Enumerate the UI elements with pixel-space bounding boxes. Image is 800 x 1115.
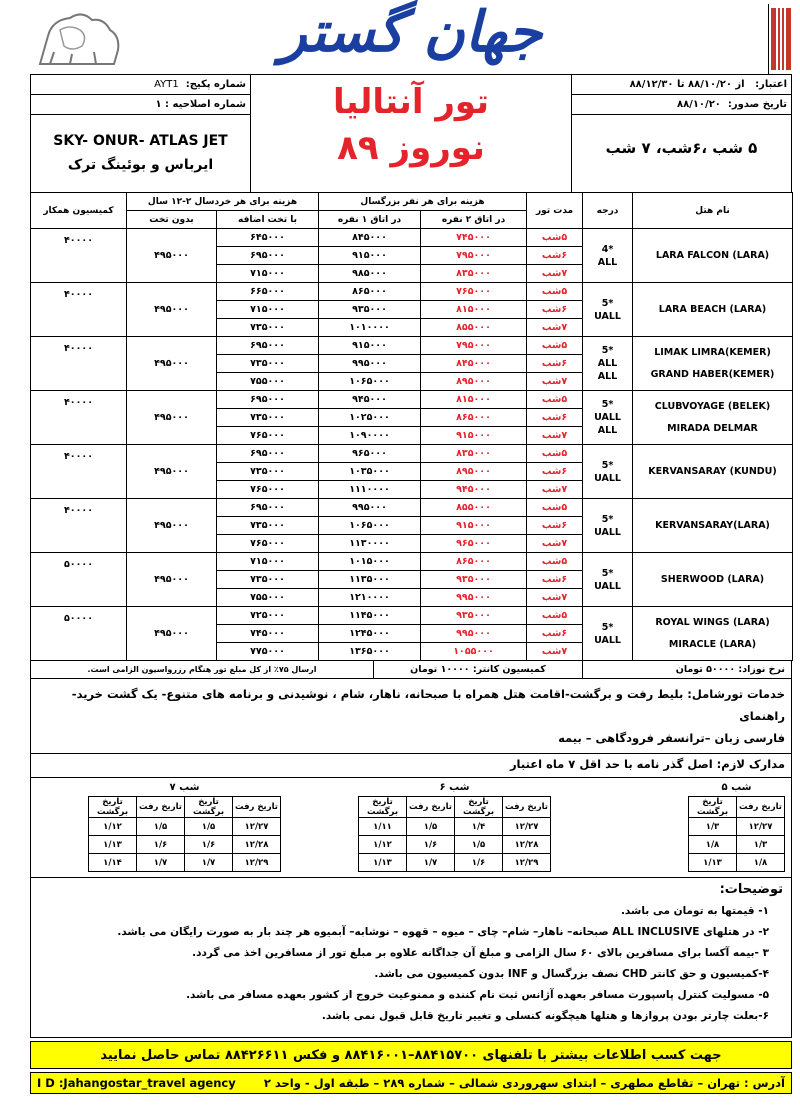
date-group-title: ۶ شب [439,782,470,793]
price-child-extra: ۷۳۵۰۰۰ [217,463,319,481]
price-double: ۹۱۵۰۰۰ [421,517,527,535]
price-child-extra: ۷۳۵۰۰۰ [217,571,319,589]
note-item: ۲- در هتلهای ALL INCLUSIVE صبحانه– ناهار– شام– چای – میوه – قهوه – نوشابه– آبمیوه هر چند بار به صورت رایگان می باشد. [117,926,769,938]
price-double: ۹۹۵۰۰۰ [421,625,527,643]
date-group-title: ۷ شب [169,782,200,793]
date-cell: ۱/۳ [689,818,737,836]
price-single: ۹۹۵۰۰۰ [319,355,421,373]
tour-nights-cell: ۷شب [527,589,583,607]
price-double: ۹۳۵۰۰۰ [421,607,527,625]
tour-nights-cell: ۵شب [527,391,583,409]
table-row [359,854,551,872]
info-section [30,74,792,192]
notes-title: توضیحات: [719,882,783,897]
table-row [89,836,281,854]
date-cell: ۱/۸ [737,854,785,872]
tour-nights-cell: ۷شب [527,373,583,391]
col-child-extra: با تخت اضافه [217,211,319,229]
price-double: ۹۹۵۰۰۰ [421,589,527,607]
docs-text: اصل گذر نامه با حد اقل ۷ ماه اعتبار [509,757,717,771]
price-double: ۸۳۵۰۰۰ [421,445,527,463]
date-cell: ۱/۱۳ [359,854,407,872]
price-child-extra: ۶۹۵۰۰۰ [217,391,319,409]
price-child-extra: ۷۴۵۰۰۰ [217,625,319,643]
price-double: ۸۳۵۰۰۰ [421,265,527,283]
table-row [89,854,281,872]
package-number: شماره پکیج: AYT1 [31,75,250,95]
price-single: ۱۰۲۵۰۰۰ [319,409,421,427]
table-row [359,818,551,836]
tour-nights-cell: ۶شب [527,517,583,535]
price-single: ۱۰۶۵۰۰۰ [319,517,421,535]
table-row [89,818,281,836]
col-adult-group: هزینه برای هر نفر بزرگسال [319,193,527,211]
price-table [30,192,793,661]
hotel-name: SHERWOOD (LARA) [633,553,793,607]
price-double: ۸۱۵۰۰۰ [421,391,527,409]
date-cell: ۱۲/۲۷ [737,818,785,836]
col-grade: درجه [583,193,633,229]
price-single: ۱۰۶۵۰۰۰ [319,373,421,391]
date-cell: ۱/۱۱ [359,818,407,836]
flag-stripes-icon [769,4,793,74]
col-commission: کمیسیون همکار [31,193,127,229]
price-child-extra: ۷۶۵۰۰۰ [217,481,319,499]
date-cell: ۱/۱۳ [689,854,737,872]
tour-nights-cell: ۷شب [527,535,583,553]
services-line1: بلیط رفت و برگشت-اقامت هتل همراه با صبحانه، ناهار، شام ، نوشیدنی و برنامه های متنوع- یک گشت خرید- راهنمای [71,687,785,723]
tour-nights-cell: ۶شب [527,409,583,427]
note-item: ۵- مسولیت کنترل پاسپورت مسافر بعهده آژانس ثبت نام کننده و ممنوعیت خروج از کشور بعهده مسافر می باشد. [186,989,769,1001]
price-child-extra: ۶۴۵۰۰۰ [217,229,319,247]
tour-nights-cell: ۵شب [527,283,583,301]
price-child-extra: ۶۹۵۰۰۰ [217,247,319,265]
price-double: ۹۶۵۰۰۰ [421,535,527,553]
date-cell: ۱۲/۲۹ [503,854,551,872]
date-col-header: تاریخ رفت [737,797,785,818]
price-single: ۹۶۵۰۰۰ [319,445,421,463]
price-double: ۱۰۵۵۰۰۰ [421,643,527,661]
date-col-header: تاریخ برگشت [185,797,233,818]
price-child-extra: ۶۹۵۰۰۰ [217,337,319,355]
date-cell: ۱/۵ [407,818,455,836]
price-double: ۷۶۵۰۰۰ [421,283,527,301]
price-child-extra: ۶۶۵۰۰۰ [217,283,319,301]
price-double: ۷۹۵۰۰۰ [421,247,527,265]
infant-rate: نرخ نوزاد: ۵۰۰۰۰ تومان [675,664,785,675]
price-single: ۱۱۳۰۰۰۰ [319,535,421,553]
revision-number: شماره اصلاحیه : ۱ [31,95,250,115]
date-cell: ۱/۶ [185,836,233,854]
price-double: ۸۹۵۰۰۰ [421,373,527,391]
price-single: ۱۲۴۵۰۰۰ [319,625,421,643]
date-col-header: تاریخ برگشت [89,797,137,818]
tour-nights-cell: ۶شب [527,625,583,643]
notes-list [39,901,783,1027]
note-item: ۱- قیمتها به تومان می باشد. [620,905,769,917]
date-cell: ۱/۱۲ [359,836,407,854]
price-child-extra: ۷۲۵۰۰۰ [217,607,319,625]
price-single: ۸۴۵۰۰۰ [319,229,421,247]
price-double: ۸۴۵۰۰۰ [421,355,527,373]
price-double: ۸۱۵۰۰۰ [421,301,527,319]
price-child-nobed: ۴۹۵۰۰۰ [127,283,217,337]
commission: ۴۰۰۰۰ [31,229,127,283]
tour-nights-cell: ۷شب [527,643,583,661]
price-child-nobed: ۴۹۵۰۰۰ [127,499,217,553]
date-col-header: تاریخ رفت [137,797,185,818]
col-adult-double: در اتاق ۲ نفره [421,211,527,229]
price-child-nobed: ۴۹۵۰۰۰ [127,229,217,283]
price-child-nobed: ۴۹۵۰۰۰ [127,445,217,499]
date-cell: ۱/۶ [137,836,185,854]
price-single: ۱۰۳۵۰۰۰ [319,463,421,481]
price-child-extra: ۷۳۵۰۰۰ [217,355,319,373]
tour-heading [251,75,571,192]
tour-nights: ۵ شب ،۶شب، ۷ شب [605,139,758,157]
date-cell: ۱/۸ [689,836,737,854]
hotel-name: KERVANSARAY (KUNDU) [633,445,793,499]
price-single: ۹۹۵۰۰۰ [319,499,421,517]
price-double: ۸۵۵۰۰۰ [421,319,527,337]
tour-nights-cell: ۵شب [527,607,583,625]
price-table-body [31,229,793,661]
date-cell: ۱/۱۲ [89,818,137,836]
price-child-extra: ۷۱۵۰۰۰ [217,301,319,319]
date-cell: ۱۲/۲۸ [233,836,281,854]
price-double: ۸۶۵۰۰۰ [421,553,527,571]
contact-bar: جهت کسب اطلاعات بیشتر با تلفنهای ۸۸۴۱۵۷۰۰–۸۸۴۱۶۰۰۱ و فکس ۸۸۴۲۶۶۱۱ تماس حاصل نمایید [30,1041,792,1069]
tour-nights-cell: ۵شب [527,337,583,355]
price-double: ۷۴۵۰۰۰ [421,229,527,247]
hotel-grade: 5* ALL ALL [583,337,633,391]
table-row [31,229,793,247]
address: آدرس : تهران – تقاطع مطهری – ابتدای سهروردی شمالی – شماره ۲۸۹ – طبقه اول - واحد ۲ [263,1076,785,1090]
date-cell: ۱/۳ [737,836,785,854]
date-col-header: تاریخ رفت [407,797,455,818]
tour-subtitle: نوروز ۸۹ [337,128,485,168]
date-cell: ۱/۱۴ [89,854,137,872]
price-single: ۹۱۵۰۰۰ [319,247,421,265]
tour-nights-cell: ۵شب [527,229,583,247]
price-child-extra: ۷۵۵۰۰۰ [217,373,319,391]
notes [30,878,792,1038]
hotel-name: LARA BEACH (LARA) [633,283,793,337]
date-cell: ۱/۶ [407,836,455,854]
date-group [688,782,785,872]
date-col-header: تاریخ برگشت [689,797,737,818]
hotel-name: CLUBVOYAGE (BELEK) MIRADA DELMAR [633,391,793,445]
issue-date: تاریخ صدور: ۸۸/۱۰/۲۰ [572,95,791,115]
table-row [31,337,793,355]
price-double: ۹۱۵۰۰۰ [421,427,527,445]
price-child-extra: ۷۷۵۰۰۰ [217,643,319,661]
table-row [689,854,785,872]
price-double: ۸۹۵۰۰۰ [421,463,527,481]
table-row [31,607,793,625]
table-row [359,836,551,854]
hotel-grade: 5* UALL [583,283,633,337]
date-table [88,796,281,872]
price-child-nobed: ۴۹۵۰۰۰ [127,391,217,445]
table-row [31,391,793,409]
hotel-grade: 5* UALL [583,445,633,499]
agency-id: I D :Jahangostar_travel agency [37,1076,236,1090]
table-row [31,445,793,463]
table-row [31,283,793,301]
services-line2: فارسی زبان –ترانسفر فرودگاهی – بیمه [558,731,785,745]
price-child-nobed: ۴۹۵۰۰۰ [127,607,217,661]
tour-nights-cell: ۷شب [527,319,583,337]
date-group [358,782,551,872]
price-child-extra: ۶۹۵۰۰۰ [217,499,319,517]
tour-nights-cell: ۶شب [527,301,583,319]
date-cell: ۱/۴ [455,818,503,836]
price-child-extra: ۷۶۵۰۰۰ [217,535,319,553]
commission: ۴۰۰۰۰ [31,283,127,337]
tour-title: تور آنتالیا [333,82,489,122]
validity-info [571,75,791,192]
package-info [31,75,251,192]
col-hotel: نام هتل [633,193,793,229]
price-child-nobed: ۴۹۵۰۰۰ [127,553,217,607]
commission: ۴۰۰۰۰ [31,337,127,391]
tour-nights-cell: ۶شب [527,247,583,265]
date-cell: ۱۲/۲۹ [233,854,281,872]
price-child-nobed: ۴۹۵۰۰۰ [127,337,217,391]
price-single: ۱۱۴۵۰۰۰ [319,607,421,625]
tour-nights-cell: ۵شب [527,499,583,517]
deposit-note: ارسال ۷۵٪ از کل مبلغ تور هنگام رزرواسیون الزامی است. [87,665,317,674]
col-adult-single: در اتاق ۱ نفره [319,211,421,229]
date-col-header: تاریخ رفت [503,797,551,818]
date-table [688,796,785,872]
tour-nights-cell: ۷شب [527,481,583,499]
price-child-extra: ۷۵۵۰۰۰ [217,589,319,607]
price-single: ۱۳۶۵۰۰۰ [319,643,421,661]
date-group-title: ۵ شب [721,782,752,793]
validity: اعتبار: از ۸۸/۱۰/۲۰ تا ۸۸/۱۲/۳۰ [572,75,791,95]
date-cell: ۱/۱۳ [89,836,137,854]
header [30,0,792,74]
hotel-grade: 5* UALL [583,553,633,607]
address-bar [30,1072,792,1094]
tour-nights-cell: ۶شب [527,571,583,589]
commission: ۴۰۰۰۰ [31,445,127,499]
table-row [31,499,793,517]
hotel-name: ROYAL WINGS (LARA) MIRACLE (LARA) [633,607,793,661]
col-child-nobed: بدون تخت [127,211,217,229]
commission: ۵۰۰۰۰ [31,553,127,607]
price-single: ۱۱۳۵۰۰۰ [319,571,421,589]
hotel-grade: 4* ALL [583,229,633,283]
hotel-grade: 5* UALL ALL [583,391,633,445]
hotel-name: KERVANSARAY(LARA) [633,499,793,553]
tour-nights-cell: ۶شب [527,355,583,373]
date-table [358,796,551,872]
price-single: ۸۶۵۰۰۰ [319,283,421,301]
hotel-name: LIMAK LIMRA(KEMER) GRAND HABER(KEMER) [633,337,793,391]
date-cell: ۱/۷ [185,854,233,872]
table-row [689,818,785,836]
tour-flyer [30,0,792,1104]
price-single: ۱۰۱۰۰۰۰ [319,319,421,337]
note-item: ۳ -بیمه آکسا برای مسافرین بالای ۶۰ سال الزامی و مبلغ آن جداگانه علاوه بر مبلغ تور از مسافرین اخذ می گردد. [192,947,769,959]
hotel-grade: 5* UALL [583,607,633,661]
airline-en: SKY- ONUR- ATLAS JET [53,133,228,149]
tour-nights-cell: ۶شب [527,463,583,481]
price-child-extra: ۷۳۵۰۰۰ [217,517,319,535]
price-child-extra: ۶۹۵۰۰۰ [217,445,319,463]
price-single: ۱۱۱۰۰۰۰ [319,481,421,499]
date-cell: ۱/۷ [407,854,455,872]
price-single: ۱۰۱۵۰۰۰ [319,553,421,571]
date-cell: ۱/۵ [137,818,185,836]
date-cell: ۱۲/۲۷ [233,818,281,836]
table-row [31,553,793,571]
price-child-extra: ۷۶۵۰۰۰ [217,427,319,445]
date-cell: ۱/۶ [455,854,503,872]
price-single: ۱۰۹۰۰۰۰ [319,427,421,445]
price-child-extra: ۷۱۵۰۰۰ [217,265,319,283]
price-single: ۹۸۵۰۰۰ [319,265,421,283]
tour-nights-cell: ۵شب [527,445,583,463]
tour-nights-cell: ۵شب [527,553,583,571]
price-double: ۷۹۵۰۰۰ [421,337,527,355]
price-double: ۸۶۵۰۰۰ [421,409,527,427]
brand-title: جهان گستر [279,0,543,65]
required-docs [30,754,792,778]
services [30,679,792,754]
side-logo [768,4,792,74]
col-duration: مدت تور [527,193,583,229]
commission: ۴۰۰۰۰ [31,391,127,445]
price-footer [30,661,792,679]
price-child-extra: ۷۳۵۰۰۰ [217,409,319,427]
commission: ۴۰۰۰۰ [31,499,127,553]
date-group [88,782,281,872]
airline-fa: ایرباس و بوئینگ ترک [67,157,214,173]
tour-nights-cell: ۷شب [527,427,583,445]
note-item: ۴-کمیسیون و حق کانتر CHD نصف بزرگسال و INF بدون کمیسیون می باشد. [374,968,769,980]
note-item: ۶-بعلت چارتر بودن پروازها و هتلها هیچگونه کنسلی و تغییر تاریخ قابل قبول نمی باشد. [321,1010,769,1022]
departure-dates [30,778,792,878]
price-double: ۹۴۵۰۰۰ [421,481,527,499]
date-col-header: تاریخ برگشت [359,797,407,818]
price-double: ۸۵۵۰۰۰ [421,499,527,517]
tour-nights-cell: ۷شب [527,265,583,283]
docs-label: مدارک لازم: [716,757,785,771]
hotel-name: LARA FALCON (LARA) [633,229,793,283]
col-child-group: هزینه برای هر خردسال ۲-۱۲ سال [127,193,319,211]
commission: ۵۰۰۰۰ [31,607,127,661]
price-single: ۹۱۵۰۰۰ [319,337,421,355]
date-col-header: تاریخ برگشت [455,797,503,818]
price-single: ۹۳۵۰۰۰ [319,301,421,319]
price-child-extra: ۷۱۵۰۰۰ [217,553,319,571]
date-col-header: تاریخ رفت [233,797,281,818]
date-cell: ۱/۷ [137,854,185,872]
date-cell: ۱۲/۲۸ [503,836,551,854]
services-label: خدمات تورشامل: [687,687,785,701]
date-cell: ۱/۵ [185,818,233,836]
price-child-extra: ۷۳۵۰۰۰ [217,319,319,337]
counter-commission: کمیسیون کانتر: ۱۰۰۰۰ تومان [373,661,583,678]
date-cell: ۱/۵ [455,836,503,854]
table-row [689,836,785,854]
price-single: ۱۲۱۰۰۰۰ [319,589,421,607]
hotel-grade: 5* UALL [583,499,633,553]
price-single: ۹۴۵۰۰۰ [319,391,421,409]
price-double: ۹۳۵۰۰۰ [421,571,527,589]
date-cell: ۱۲/۲۷ [503,818,551,836]
